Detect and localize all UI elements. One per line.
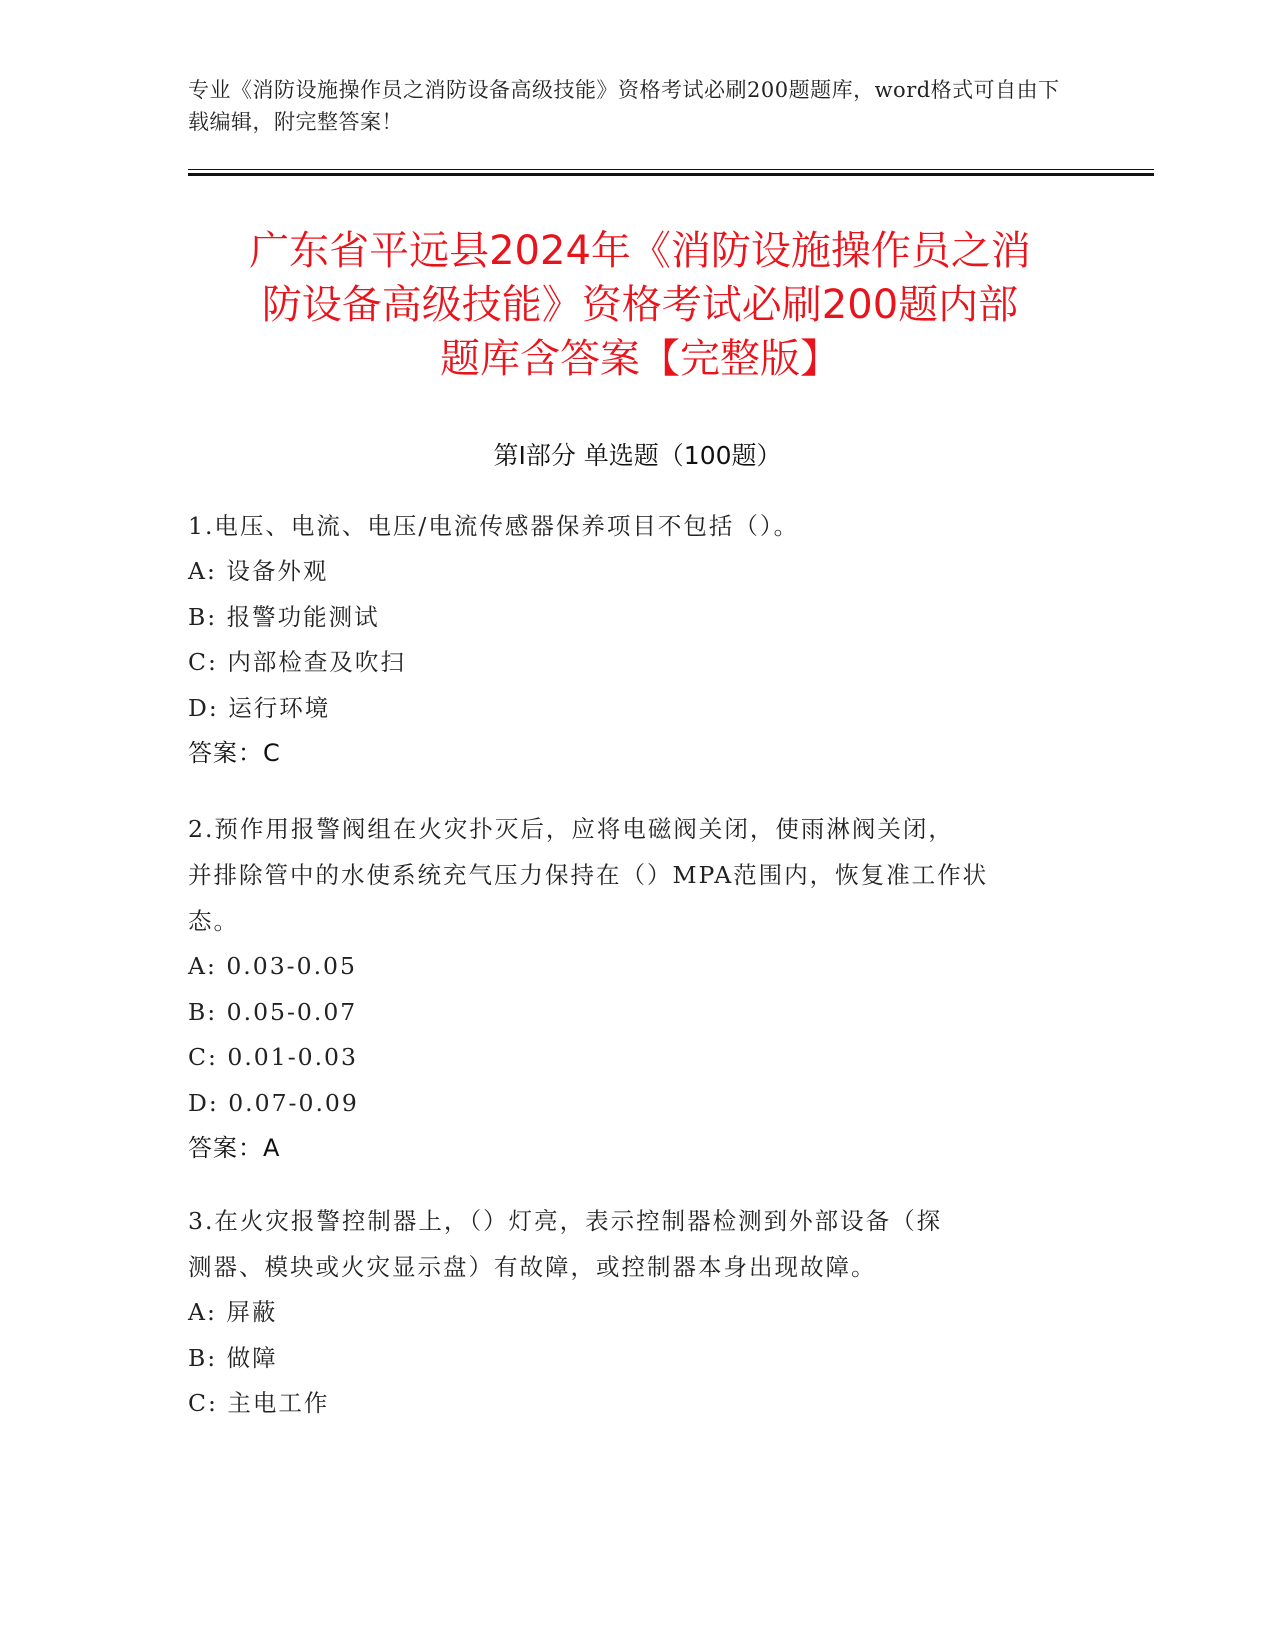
- header-rule-thin: [188, 169, 1154, 170]
- title-line: 广东省平远县2024年《消防设施操作员之消: [249, 228, 1031, 274]
- question-1: [188, 503, 1088, 775]
- question-stem: 测器、模块或火灾显示盘）有故障，或控制器本身出现故障。: [188, 1253, 877, 1281]
- option-d: D: 0.07-0.09: [188, 1088, 359, 1117]
- question-stem: 2.预作用报警阀组在火灾扑灭后，应将电磁阀关闭，使雨淋阀关闭，: [188, 815, 954, 843]
- question-3: [188, 1198, 1088, 1427]
- question-2: [188, 806, 1088, 1170]
- question-stem: 1.电压、电流、电压/电流传感器保养项目不包括（）。: [188, 512, 800, 540]
- option-c: C: 主电工作: [188, 1389, 330, 1417]
- question-stem: 态。: [188, 907, 239, 935]
- option-b: B: 做障: [188, 1343, 278, 1372]
- option-b: B: 0.05-0.07: [188, 997, 358, 1026]
- header-note: 专业《消防设施操作员之消防设备高级技能》资格考试必刷200题题库，word格式可自由下载编辑，附完整答案！: [188, 78, 1060, 134]
- option-a: A: 设备外观: [188, 557, 329, 585]
- option-a: A: 屏蔽: [188, 1298, 278, 1326]
- title-line: 题库含答案【完整版】: [440, 336, 840, 382]
- answer: 答案：A: [188, 1134, 281, 1162]
- answer: 答案：C: [188, 739, 281, 767]
- header-rule-thick: [188, 173, 1154, 176]
- document-title: [190, 224, 1090, 386]
- option-a: A: 0.03-0.05: [188, 952, 357, 980]
- question-stem: 3.在火灾报警控制器上，（）灯亮，表示控制器检测到外部设备（探: [188, 1207, 943, 1235]
- option-c: C: 0.01-0.03: [188, 1043, 358, 1071]
- question-stem: 并排除管中的水使系统充气压力保持在（）MPA范围内，恢复准工作状: [188, 861, 989, 889]
- title-line: 防设备高级技能》资格考试必刷200题内部: [261, 282, 1019, 328]
- option-b: B: 报警功能测试: [188, 602, 380, 631]
- option-c: C: 内部检查及吹扫: [188, 648, 406, 676]
- section-heading: 第I部分 单选题（100题）: [493, 441, 782, 470]
- option-d: D: 运行环境: [188, 693, 331, 722]
